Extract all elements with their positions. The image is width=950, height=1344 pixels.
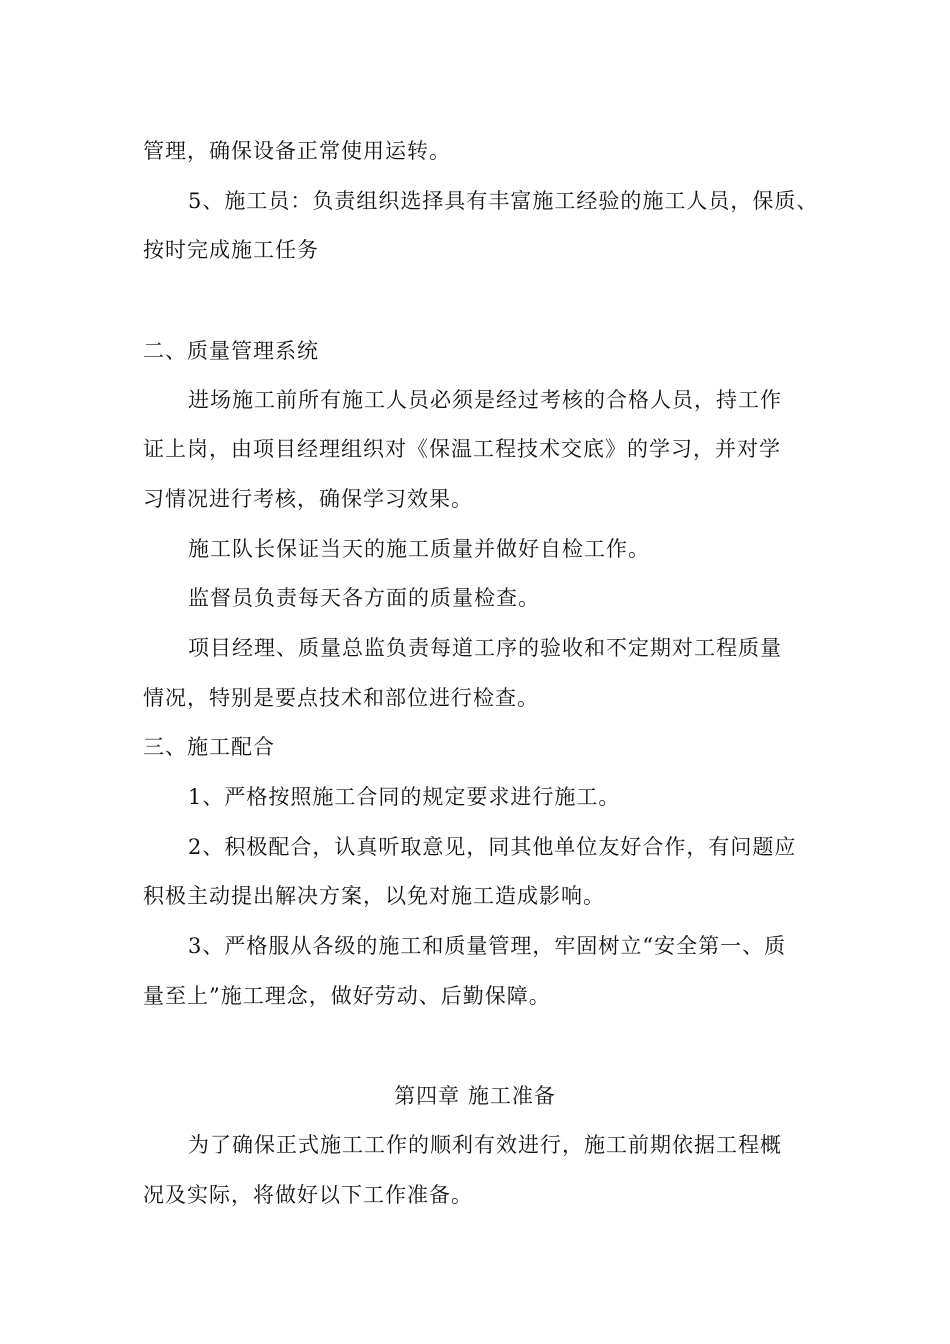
paragraph-line: 积极主动提出解决方案，以免对施工造成影响。 <box>143 884 605 908</box>
paragraph-line: 1、严格按照施工合同的规定要求进行施工。 <box>188 785 621 809</box>
paragraph-line: 量至上”施工理念，做好劳动、后勤保障。 <box>143 984 551 1008</box>
paragraph-line: 项目经理、质量总监负责每道工序的验收和不定期对工程质量 <box>188 636 782 660</box>
chapter-title: 第四章 施工准备 <box>394 1084 556 1108</box>
paragraph-line: 为了确保正式施工工作的顺利有效进行，施工前期依据工程概 <box>188 1133 782 1157</box>
paragraph-line: 况及实际，将做好以下工作准备。 <box>143 1183 473 1207</box>
paragraph-line: 监督员负责每天各方面的质量检查。 <box>188 586 540 610</box>
section-heading: 二、质量管理系统 <box>143 339 319 363</box>
paragraph-line: 3、严格服从各级的施工和质量管理，牢固树立“安全第一、质 <box>188 934 787 958</box>
paragraph-line: 情况，特别是要点技术和部位进行检查。 <box>143 686 539 710</box>
paragraph-line: 5、施工员：负责组织选择具有丰富施工经验的施工人员，保质、 <box>188 189 819 213</box>
paragraph-line: 管理，确保设备正常使用运转。 <box>143 139 451 163</box>
paragraph-line: 习情况进行考核，确保学习效果。 <box>143 487 473 511</box>
paragraph-line: 按时完成施工任务 <box>143 238 319 262</box>
paragraph-line: 施工队长保证当天的施工质量并做好自检工作。 <box>188 537 650 561</box>
paragraph-line: 证上岗，由项目经理组织对《保温工程技术交底》的学习，并对学 <box>143 437 781 461</box>
paragraph-line: 进场施工前所有施工人员必须是经过考核的合格人员，持工作 <box>188 388 782 412</box>
paragraph-line: 2、积极配合，认真听取意见，同其他单位友好合作，有问题应 <box>188 835 797 859</box>
section-heading: 三、施工配合 <box>143 735 275 759</box>
